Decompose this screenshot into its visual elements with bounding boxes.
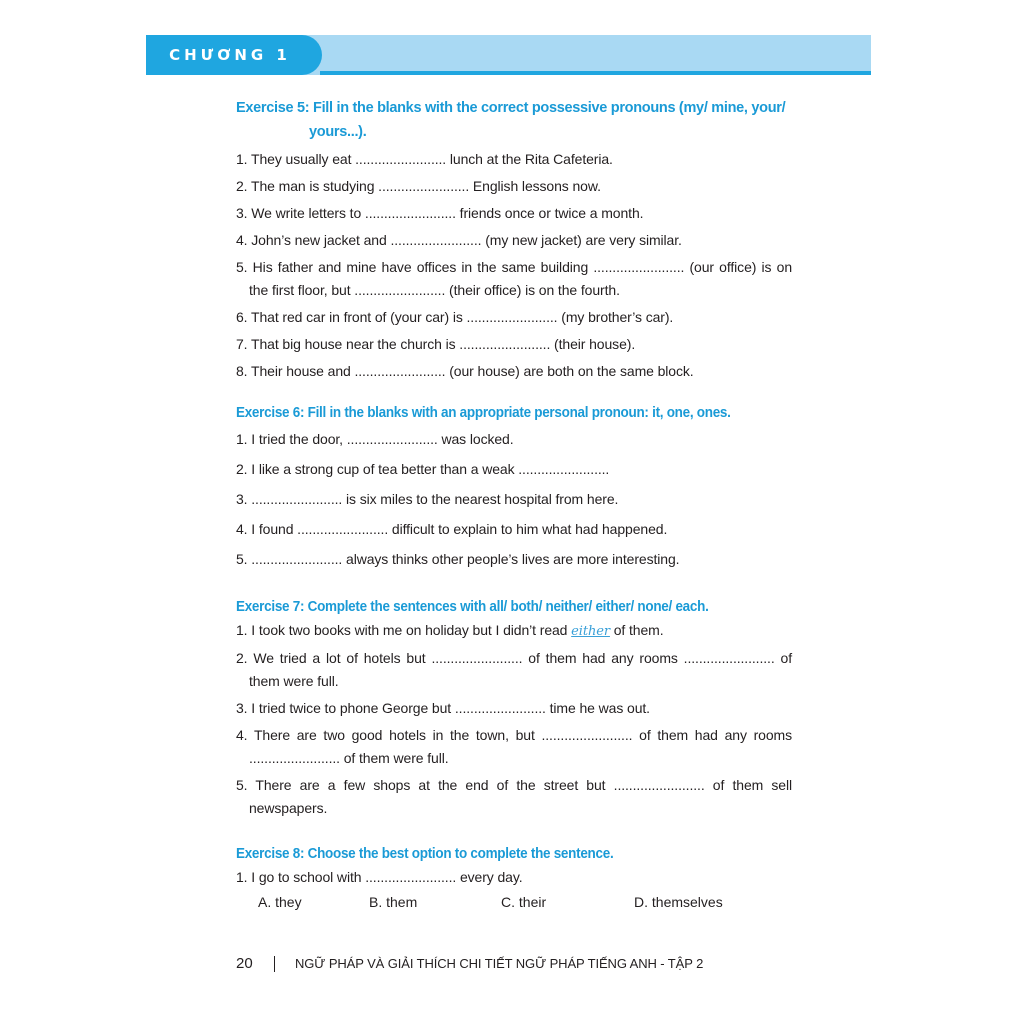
exercise-5-title-line1: Exercise 5: Fill in the blanks with the correct possessive pronouns (my/ mine, your/ (236, 100, 786, 116)
exercise-6-item: 5. ........................ always thinks other people’s lives are more interesting. (236, 551, 680, 567)
exercise-6 (236, 405, 792, 571)
exercise-8 (236, 846, 792, 914)
exercise-5-item: 5. His father and mine have offices in the same building ........................ (our office) is on the first floor, but ........................ (their office) is on the fourth. (236, 259, 792, 298)
exercise-6-item: 3. ........................ is six miles to the nearest hospital from here. (236, 491, 619, 507)
exercise-6-title: Exercise 6: Fill in the blanks with an appropriate personal pronoun: it, one, ones. (236, 405, 731, 421)
handwritten-answer: either (571, 624, 610, 639)
exercise-7-item1-text: 1. I took two books with me on holiday but I didn’t read (236, 622, 572, 638)
exercise-7-item: 4. There are two good hotels in the town, but ........................ of them had any rooms ........................ of them were full. (236, 727, 792, 766)
exercise-5-item: 2. The man is studying ........................ English lessons now. (236, 178, 601, 194)
chapter-label: CHƯƠNG 1 (169, 46, 291, 64)
option-d: D. themselves (634, 894, 723, 910)
exercise-5-item: 6. That red car in front of (your car) is ........................ (my brother’s car). (236, 309, 674, 325)
exercise-5 (236, 96, 792, 383)
exercise-8-item: 1. I go to school with ........................ every day. (236, 869, 523, 885)
exercise-6-item: 4. I found ........................ difficult to explain to him what had happened. (236, 521, 668, 537)
exercise-5-item: 8. Their house and ........................ (our house) are both on the same block. (236, 363, 694, 379)
exercise-7-item1-text-end: of them. (609, 622, 664, 638)
book-title: NGỮ PHÁP VÀ GIẢI THÍCH CHI TIẾT NGỮ PHÁP TIẾNG ANH - TẬP 2 (295, 956, 704, 971)
exercise-5-title-line2: yours...). (309, 124, 367, 140)
exercise-content (236, 96, 792, 932)
exercise-6-item: 2. I like a strong cup of tea better than a weak ........................ (236, 461, 610, 477)
option-c: C. their (501, 894, 547, 910)
chapter-header-line (320, 71, 871, 75)
exercise-8-options (236, 891, 792, 914)
exercise-7-item (236, 619, 792, 643)
exercise-8-title: Exercise 8: Choose the best option to complete the sentence. (236, 846, 614, 862)
exercise-5-item: 1. They usually eat ........................ lunch at the Rita Cafeteria. (236, 151, 613, 167)
exercise-7-item: 5. There are a few shops at the end of the street but ........................ of them sell newspapers. (236, 777, 792, 816)
exercise-7-title: Exercise 7: Complete the sentences with all/ both/ neither/ either/ none/ each. (236, 599, 709, 615)
exercise-7-item: 2. We tried a lot of hotels but ........................ of them had any rooms ........................ of them were full. (236, 650, 792, 689)
page-number: 20 (236, 955, 253, 972)
option-b: B. them (369, 894, 418, 910)
exercise-7-item: 3. I tried twice to phone George but ........................ time he was out. (236, 700, 650, 716)
chapter-tab (146, 35, 322, 75)
page-footer (236, 955, 703, 972)
exercise-5-item: 4. John’s new jacket and ........................ (my new jacket) are very similar. (236, 232, 682, 248)
exercise-5-title (236, 96, 792, 144)
exercise-5-item: 7. That big house near the church is ........................ (their house). (236, 336, 636, 352)
option-a: A. they (258, 894, 302, 910)
exercise-5-item: 3. We write letters to ........................ friends once or twice a month. (236, 205, 644, 221)
exercise-7 (236, 599, 792, 820)
exercise-6-item: 1. I tried the door, ........................ was locked. (236, 431, 514, 447)
footer-divider (274, 956, 275, 972)
